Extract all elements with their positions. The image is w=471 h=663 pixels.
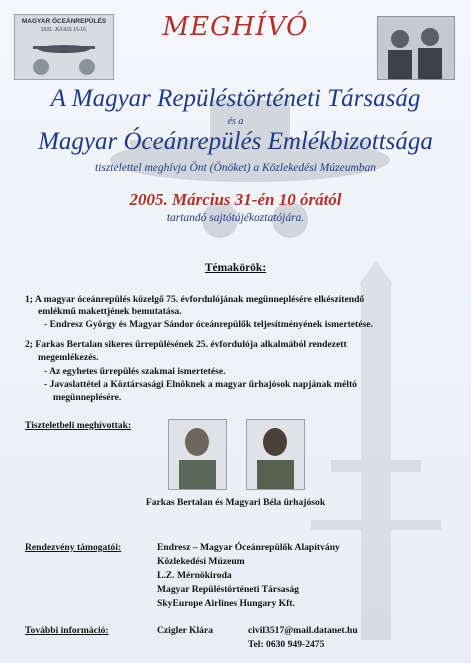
sponsor-item: Magyar Repüléstörténeti Társaság: [157, 584, 299, 595]
organizer-1: A Magyar Repüléstörténeti Társaság: [50, 85, 421, 112]
astronaut-portrait-icon: [247, 420, 304, 489]
sponsors-label: Rendezvény támogatói:: [25, 542, 122, 553]
contact-phone: Tel: 0630 949-2475: [248, 639, 325, 650]
sponsor-item: SkyEurope Airlines Hungary Kft.: [157, 598, 295, 609]
contact-label: További információ:: [25, 625, 109, 636]
sponsor-item: Endresz – Magyar Óceánrepülők Alapítvány: [157, 542, 340, 553]
logo-date: 1931. JÚLIUS 15-16.: [40, 27, 88, 33]
invite-line: tisztelettel meghívja Önt (Önöket) a Közlekedési Múzeumban: [94, 162, 377, 174]
astronaut-portrait-icon: [169, 420, 226, 489]
astronauts-caption: Farkas Bertalan és Magyari Béla űrhajósok: [145, 497, 326, 508]
topic-2-sub-2a: - Javaslattétel a Köztársasági Elnöknek a magyar űrhajósok napjának méltó: [44, 379, 357, 390]
contact-email[interactable]: civil3517@mail.datanet.hu: [248, 625, 358, 636]
guests-label: Tiszteletbeli meghívottak:: [25, 420, 132, 431]
topics-heading: Témakörök:: [204, 262, 267, 274]
topic-2-line-1: 2; Farkas Bertalan sikeres űrrepülésének 25. évfordulója alkalmából rendezett: [25, 339, 347, 350]
topic-2-sub-1: - Az egyhetes űrrepülés szakmai ismertetése.: [44, 366, 226, 377]
topic-2-line-2: megemlékezés.: [38, 352, 99, 363]
contact-name: Czigler Klára: [157, 625, 214, 636]
organizer-2: Magyar Óceánrepülés Emlékbizottsága: [38, 128, 433, 155]
logo-title: MAGYAR ÓCEÁNREPÜLÉS: [21, 18, 107, 25]
topic-1-line-2: emlékmű makettjének bemutatása.: [38, 306, 182, 317]
sponsor-item: Közlekedési Múzeum: [157, 556, 245, 567]
conjunction: és a: [227, 116, 244, 127]
page-title: MEGHÍVÓ: [162, 12, 309, 42]
topic-1-line-1: 1; A magyar óceánrepülés közelgő 75. évfordulójának megünneplésére elkészítendő: [25, 294, 365, 305]
sponsor-item: L.Z. Mérnökiroda: [157, 570, 232, 581]
astronaut-photo-farkas: [168, 419, 227, 490]
astronaut-photo-magyari: [246, 419, 305, 490]
topic-2-sub-2b: megünneplésére.: [53, 392, 122, 403]
press-line: tartandó sajtótájékoztatójára.: [166, 212, 305, 224]
topic-1-sub-1: - Endresz György és Magyar Sándor óceánrepülők teljesítményének ismertetése.: [44, 319, 373, 330]
event-date: 2005. Március 31-én 10 órától: [129, 190, 342, 209]
